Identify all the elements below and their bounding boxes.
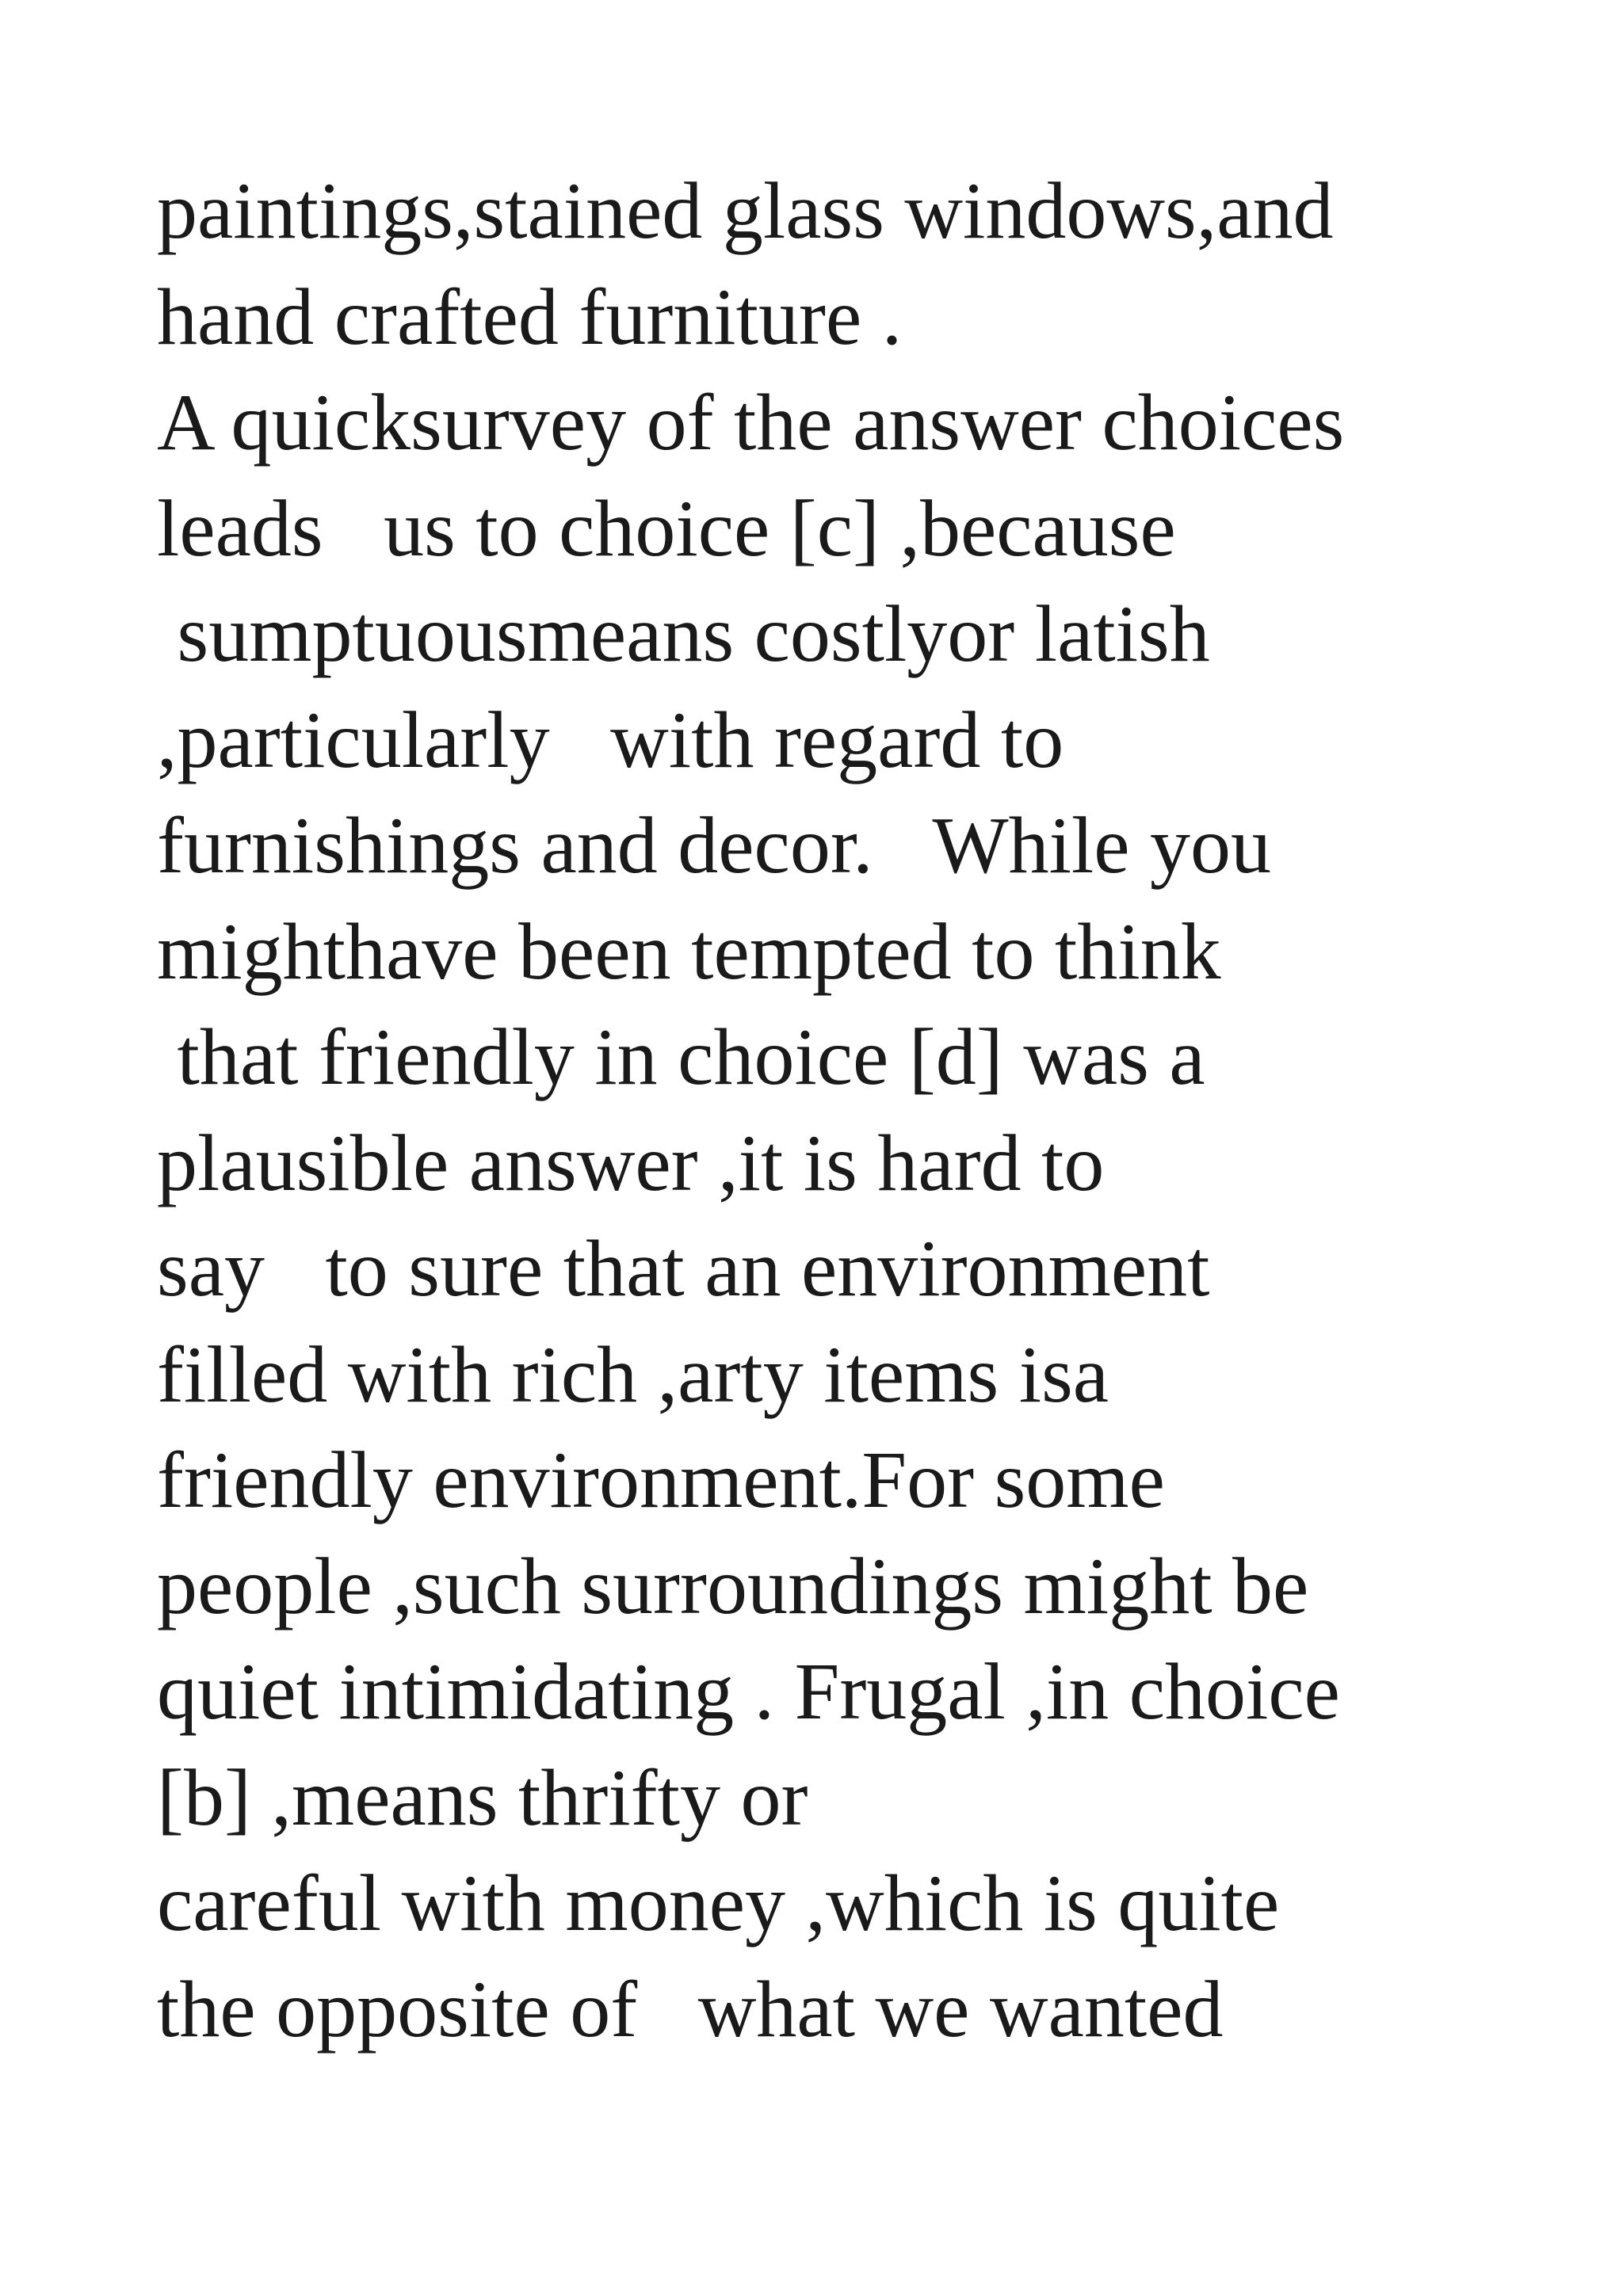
text-line-4: leads us to choice [c] ,because xyxy=(157,483,1176,574)
text-line-8: mighthave been tempted to think xyxy=(157,906,1221,997)
text-line-7: furnishings and decor. While you xyxy=(157,801,1272,891)
text-line-17: careful with money ,which is quite xyxy=(157,1859,1280,1948)
text-line-18: the opposite of what we wanted xyxy=(157,1964,1224,2054)
text-line-9: that friendly in choice [d] was a xyxy=(157,1013,1205,1102)
text-line-5: sumptuousmeans costlyor latish xyxy=(157,589,1210,679)
text-line-6: ,particularly with regard to xyxy=(157,695,1064,785)
text-line-10: plausible answer ,it is hard to xyxy=(157,1118,1105,1208)
text-line-2: hand crafted furniture . xyxy=(157,272,903,362)
text-line-14: people ,such surroundings might be xyxy=(157,1541,1309,1631)
body-text xyxy=(157,158,1599,2062)
text-line-13: friendly environment.For some xyxy=(157,1436,1165,1525)
text-line-1: paintings,stained glass windows,and xyxy=(157,166,1334,256)
text-line-16: [b] ,means thrifty or xyxy=(157,1753,808,1843)
text-line-12: filled with rich ,arty items isa xyxy=(157,1329,1109,1420)
text-line-11: say to sure that an environment xyxy=(157,1224,1210,1314)
text-line-3: A quicksurvey of the answer choices xyxy=(157,378,1345,467)
text-line-15: quiet intimidating . Frugal ,in choice xyxy=(157,1647,1340,1737)
